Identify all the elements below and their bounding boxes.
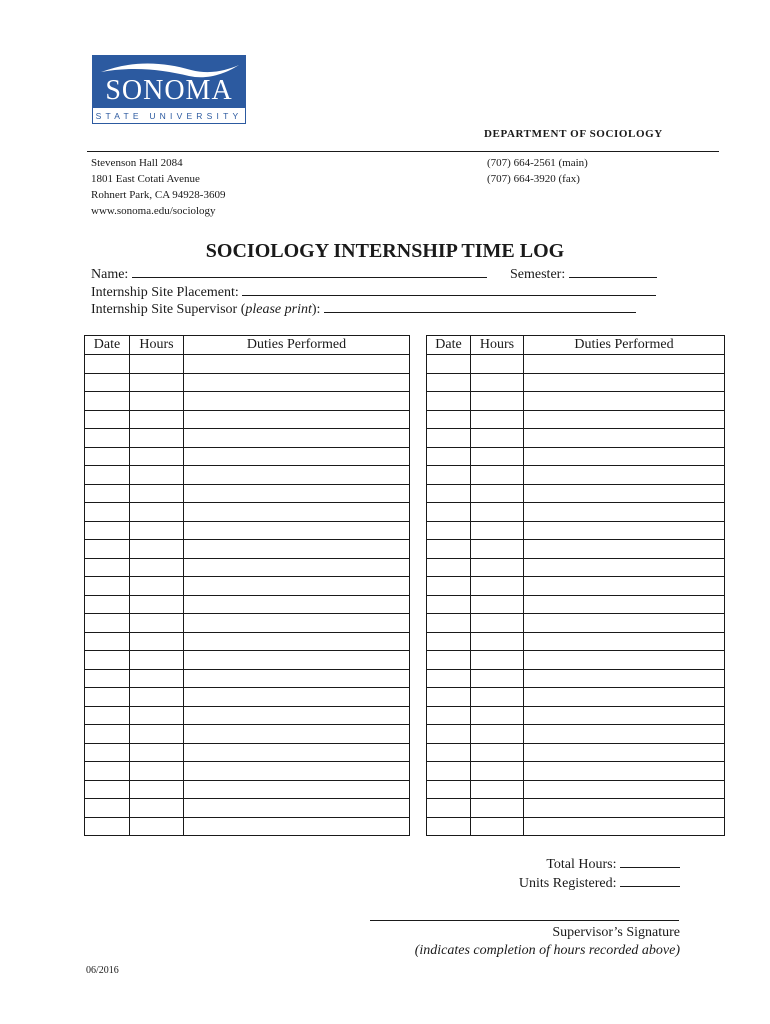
- duties-cell[interactable]: [184, 447, 410, 466]
- table-row: [427, 651, 725, 670]
- duties-cell[interactable]: [184, 651, 410, 670]
- date-cell[interactable]: [85, 466, 130, 485]
- date-cell[interactable]: [85, 373, 130, 392]
- duties-cell[interactable]: [524, 410, 725, 429]
- hours-cell[interactable]: [130, 688, 184, 707]
- duties-cell[interactable]: [524, 355, 725, 374]
- date-cell[interactable]: [427, 373, 471, 392]
- hours-cell[interactable]: [130, 521, 184, 540]
- duties-cell[interactable]: [524, 743, 725, 762]
- table-row: [427, 447, 725, 466]
- date-cell[interactable]: [427, 355, 471, 374]
- address-line: Stevenson Hall 2084: [91, 157, 183, 169]
- duties-cell[interactable]: [524, 540, 725, 559]
- duties-cell[interactable]: [524, 706, 725, 725]
- date-cell[interactable]: [85, 447, 130, 466]
- table-row: [427, 595, 725, 614]
- signature-field[interactable]: [370, 920, 679, 921]
- date-cell[interactable]: [85, 632, 130, 651]
- hours-cell[interactable]: [471, 429, 524, 448]
- duties-cell[interactable]: [184, 762, 410, 781]
- phone-fax: (707) 664-3920 (fax): [487, 173, 580, 185]
- table-row: [85, 669, 410, 688]
- site-field[interactable]: [242, 283, 656, 296]
- table-row: [85, 614, 410, 633]
- duties-cell[interactable]: [524, 614, 725, 633]
- table-row: [427, 373, 725, 392]
- duties-cell[interactable]: [184, 410, 410, 429]
- hours-cell[interactable]: [130, 540, 184, 559]
- address-line: Rohnert Park, CA 94928-3609: [91, 189, 226, 201]
- units-row: [380, 874, 680, 893]
- table-row: [427, 780, 725, 799]
- table-row: [85, 373, 410, 392]
- hours-cell[interactable]: [471, 780, 524, 799]
- column-header-date: Date: [85, 336, 130, 355]
- hours-cell[interactable]: [130, 373, 184, 392]
- hours-cell[interactable]: [130, 447, 184, 466]
- table-row: [85, 410, 410, 429]
- header-divider: [87, 151, 719, 152]
- hours-cell[interactable]: [471, 595, 524, 614]
- duties-cell[interactable]: [524, 484, 725, 503]
- date-cell[interactable]: [85, 410, 130, 429]
- date-cell[interactable]: [85, 799, 130, 818]
- duties-cell[interactable]: [524, 521, 725, 540]
- date-cell[interactable]: [427, 595, 471, 614]
- department-name: DEPARTMENT OF SOCIOLOGY: [484, 128, 663, 140]
- date-cell[interactable]: [85, 725, 130, 744]
- date-cell[interactable]: [85, 577, 130, 596]
- date-cell[interactable]: [427, 392, 471, 411]
- duties-cell[interactable]: [184, 429, 410, 448]
- supervisor-field[interactable]: [324, 300, 636, 313]
- time-log-table-left: [84, 335, 410, 836]
- duties-cell[interactable]: [524, 817, 725, 836]
- date-cell[interactable]: [85, 484, 130, 503]
- phone-main: (707) 664-2561 (main): [487, 157, 588, 169]
- table-row: [427, 521, 725, 540]
- hours-cell[interactable]: [130, 762, 184, 781]
- hours-cell[interactable]: [130, 669, 184, 688]
- duties-cell[interactable]: [184, 743, 410, 762]
- duties-cell[interactable]: [184, 780, 410, 799]
- date-cell[interactable]: [427, 780, 471, 799]
- hours-cell[interactable]: [471, 410, 524, 429]
- date-cell[interactable]: [85, 651, 130, 670]
- address-block: [91, 155, 225, 219]
- date-cell[interactable]: [427, 725, 471, 744]
- date-cell[interactable]: [85, 429, 130, 448]
- table-row: [85, 595, 410, 614]
- name-label: Name:: [91, 267, 129, 282]
- logo-subtitle: STATE UNIVERSITY: [95, 111, 243, 121]
- date-cell[interactable]: [85, 688, 130, 707]
- date-cell[interactable]: [427, 762, 471, 781]
- hours-cell[interactable]: [471, 521, 524, 540]
- hours-cell[interactable]: [130, 743, 184, 762]
- table-row: [85, 392, 410, 411]
- table-row: [85, 484, 410, 503]
- hours-cell[interactable]: [130, 466, 184, 485]
- date-cell[interactable]: [85, 355, 130, 374]
- site-row: [91, 283, 656, 301]
- duties-cell[interactable]: [524, 429, 725, 448]
- duties-cell[interactable]: [184, 632, 410, 651]
- table-row: [85, 743, 410, 762]
- date-cell[interactable]: [427, 466, 471, 485]
- units-field[interactable]: [620, 874, 680, 887]
- date-cell[interactable]: [427, 614, 471, 633]
- table-row: [427, 503, 725, 522]
- table-row: [85, 558, 410, 577]
- table-row: [85, 706, 410, 725]
- hours-cell[interactable]: [130, 429, 184, 448]
- date-cell[interactable]: [85, 392, 130, 411]
- column-header-date: Date: [427, 336, 471, 355]
- duties-cell[interactable]: [524, 466, 725, 485]
- logo-banner: [93, 56, 245, 108]
- hours-cell[interactable]: [130, 651, 184, 670]
- table-row: [85, 799, 410, 818]
- date-cell[interactable]: [85, 817, 130, 836]
- hours-cell[interactable]: [471, 817, 524, 836]
- table-row: [85, 429, 410, 448]
- duties-cell[interactable]: [184, 725, 410, 744]
- hours-cell[interactable]: [471, 558, 524, 577]
- hours-cell[interactable]: [471, 651, 524, 670]
- hours-cell[interactable]: [130, 725, 184, 744]
- hours-cell[interactable]: [471, 503, 524, 522]
- table-row: [427, 743, 725, 762]
- table-row: [85, 632, 410, 651]
- hours-cell[interactable]: [471, 725, 524, 744]
- duties-cell[interactable]: [524, 577, 725, 596]
- hours-cell[interactable]: [471, 447, 524, 466]
- hours-cell[interactable]: [130, 392, 184, 411]
- date-cell[interactable]: [85, 558, 130, 577]
- hours-cell[interactable]: [130, 558, 184, 577]
- hours-cell[interactable]: [471, 466, 524, 485]
- duties-cell[interactable]: [524, 669, 725, 688]
- duties-cell[interactable]: [524, 651, 725, 670]
- hours-cell[interactable]: [471, 614, 524, 633]
- name-row: [91, 265, 487, 283]
- phone-block: [487, 155, 588, 187]
- page-title: SOCIOLOGY INTERNSHIP TIME LOG: [205, 240, 565, 262]
- date-cell[interactable]: [427, 706, 471, 725]
- duties-cell[interactable]: [524, 447, 725, 466]
- total-hours-label: Total Hours:: [546, 857, 617, 872]
- duties-cell[interactable]: [184, 558, 410, 577]
- date-cell[interactable]: [85, 503, 130, 522]
- table-row: [85, 762, 410, 781]
- hours-cell[interactable]: [471, 484, 524, 503]
- hours-cell[interactable]: [471, 577, 524, 596]
- hours-cell[interactable]: [130, 632, 184, 651]
- hours-cell[interactable]: [130, 799, 184, 818]
- hours-cell[interactable]: [130, 410, 184, 429]
- hours-cell[interactable]: [471, 669, 524, 688]
- date-cell[interactable]: [85, 669, 130, 688]
- column-header-hours: Hours: [130, 336, 184, 355]
- hours-cell[interactable]: [471, 373, 524, 392]
- table-row: [85, 503, 410, 522]
- semester-label: Semester:: [510, 267, 566, 282]
- duties-cell[interactable]: [524, 503, 725, 522]
- time-log-table-right: [426, 335, 725, 836]
- duties-cell[interactable]: [184, 669, 410, 688]
- table-row: [85, 577, 410, 596]
- date-cell[interactable]: [427, 540, 471, 559]
- date-cell[interactable]: [427, 447, 471, 466]
- duties-cell[interactable]: [524, 373, 725, 392]
- hours-cell[interactable]: [471, 799, 524, 818]
- duties-cell[interactable]: [184, 466, 410, 485]
- table-row: [427, 558, 725, 577]
- units-label: Units Registered:: [518, 876, 617, 891]
- date-cell[interactable]: [427, 484, 471, 503]
- date-cell[interactable]: [427, 817, 471, 836]
- totals-block: [380, 855, 680, 893]
- signature-label: Supervisor’s Signature: [552, 925, 680, 940]
- hours-cell[interactable]: [130, 706, 184, 725]
- website-link[interactable]: www.sonoma.edu/sociology: [91, 205, 216, 217]
- duties-cell[interactable]: [184, 540, 410, 559]
- hours-cell[interactable]: [130, 355, 184, 374]
- hours-cell[interactable]: [130, 577, 184, 596]
- date-cell[interactable]: [427, 503, 471, 522]
- university-logo: [92, 55, 246, 124]
- date-cell[interactable]: [427, 429, 471, 448]
- hours-cell[interactable]: [130, 614, 184, 633]
- supervisor-row: [91, 300, 636, 318]
- date-cell[interactable]: [427, 632, 471, 651]
- site-label: Internship Site Placement:: [91, 285, 239, 300]
- duties-cell[interactable]: [184, 503, 410, 522]
- hours-cell[interactable]: [130, 595, 184, 614]
- duties-cell[interactable]: [184, 706, 410, 725]
- table-row: [427, 706, 725, 725]
- table-row: [85, 355, 410, 374]
- date-cell[interactable]: [427, 558, 471, 577]
- duties-cell[interactable]: [524, 688, 725, 707]
- duties-cell[interactable]: [524, 595, 725, 614]
- date-cell[interactable]: [85, 706, 130, 725]
- table-row: [427, 725, 725, 744]
- table-row: [427, 762, 725, 781]
- table-row: [85, 688, 410, 707]
- table-row: [427, 540, 725, 559]
- table-row: [427, 799, 725, 818]
- duties-cell[interactable]: [184, 484, 410, 503]
- duties-cell[interactable]: [184, 577, 410, 596]
- table-row: [427, 577, 725, 596]
- table-row: [427, 410, 725, 429]
- table-row: [427, 429, 725, 448]
- logo-wordmark: SONOMA: [105, 75, 233, 106]
- name-field[interactable]: [132, 265, 487, 278]
- hours-cell[interactable]: [130, 503, 184, 522]
- duties-cell[interactable]: [184, 688, 410, 707]
- duties-cell[interactable]: [524, 799, 725, 818]
- hours-cell[interactable]: [130, 817, 184, 836]
- date-cell[interactable]: [427, 799, 471, 818]
- date-cell[interactable]: [85, 743, 130, 762]
- semester-row: [510, 265, 657, 283]
- hours-cell[interactable]: [130, 780, 184, 799]
- duties-cell[interactable]: [184, 614, 410, 633]
- duties-cell[interactable]: [184, 521, 410, 540]
- duties-cell[interactable]: [184, 355, 410, 374]
- address-line: 1801 East Cotati Avenue: [91, 173, 200, 185]
- duties-cell[interactable]: [524, 558, 725, 577]
- duties-cell[interactable]: [524, 762, 725, 781]
- table-row: [427, 466, 725, 485]
- table-row: [85, 447, 410, 466]
- duties-cell[interactable]: [524, 632, 725, 651]
- date-cell[interactable]: [427, 651, 471, 670]
- hours-cell[interactable]: [471, 743, 524, 762]
- date-cell[interactable]: [427, 521, 471, 540]
- hours-cell[interactable]: [471, 632, 524, 651]
- table-row: [85, 651, 410, 670]
- table-row: [85, 540, 410, 559]
- date-cell[interactable]: [85, 521, 130, 540]
- table-row: [427, 669, 725, 688]
- table-row: [85, 780, 410, 799]
- table-row: [85, 817, 410, 836]
- column-header-hours: Hours: [471, 336, 524, 355]
- hours-cell[interactable]: [130, 484, 184, 503]
- hours-cell[interactable]: [471, 540, 524, 559]
- date-cell[interactable]: [427, 669, 471, 688]
- duties-cell[interactable]: [524, 725, 725, 744]
- table-header-row: [85, 336, 410, 355]
- date-cell[interactable]: [85, 540, 130, 559]
- date-cell[interactable]: [427, 410, 471, 429]
- duties-cell[interactable]: [184, 392, 410, 411]
- total-hours-row: [380, 855, 680, 874]
- column-header-duties: Duties Performed: [524, 336, 725, 355]
- duties-cell[interactable]: [184, 799, 410, 818]
- date-cell[interactable]: [427, 577, 471, 596]
- semester-field[interactable]: [569, 265, 657, 278]
- supervisor-label: Internship Site Supervisor (please print):: [91, 302, 321, 317]
- date-cell[interactable]: [427, 688, 471, 707]
- hours-cell[interactable]: [471, 706, 524, 725]
- column-header-duties: Duties Performed: [184, 336, 410, 355]
- date-cell[interactable]: [85, 595, 130, 614]
- table-row: [427, 355, 725, 374]
- duties-cell[interactable]: [184, 595, 410, 614]
- table-row: [85, 725, 410, 744]
- table-row: [427, 817, 725, 836]
- duties-cell[interactable]: [524, 392, 725, 411]
- table-row: [427, 632, 725, 651]
- table-row: [427, 484, 725, 503]
- table-row: [427, 614, 725, 633]
- duties-cell[interactable]: [524, 780, 725, 799]
- hours-cell[interactable]: [471, 392, 524, 411]
- table-row: [427, 392, 725, 411]
- table-row: [85, 466, 410, 485]
- hours-cell[interactable]: [471, 688, 524, 707]
- table-header-row: [427, 336, 725, 355]
- duties-cell[interactable]: [184, 817, 410, 836]
- signature-note: (indicates completion of hours recorded above): [414, 943, 680, 958]
- duties-cell[interactable]: [184, 373, 410, 392]
- table-row: [85, 521, 410, 540]
- date-cell[interactable]: [85, 762, 130, 781]
- hours-cell[interactable]: [471, 762, 524, 781]
- revision-date: 06/2016: [86, 965, 119, 976]
- date-cell[interactable]: [85, 780, 130, 799]
- date-cell[interactable]: [85, 614, 130, 633]
- total-hours-field[interactable]: [620, 855, 680, 868]
- date-cell[interactable]: [427, 743, 471, 762]
- hours-cell[interactable]: [471, 355, 524, 374]
- table-row: [427, 688, 725, 707]
